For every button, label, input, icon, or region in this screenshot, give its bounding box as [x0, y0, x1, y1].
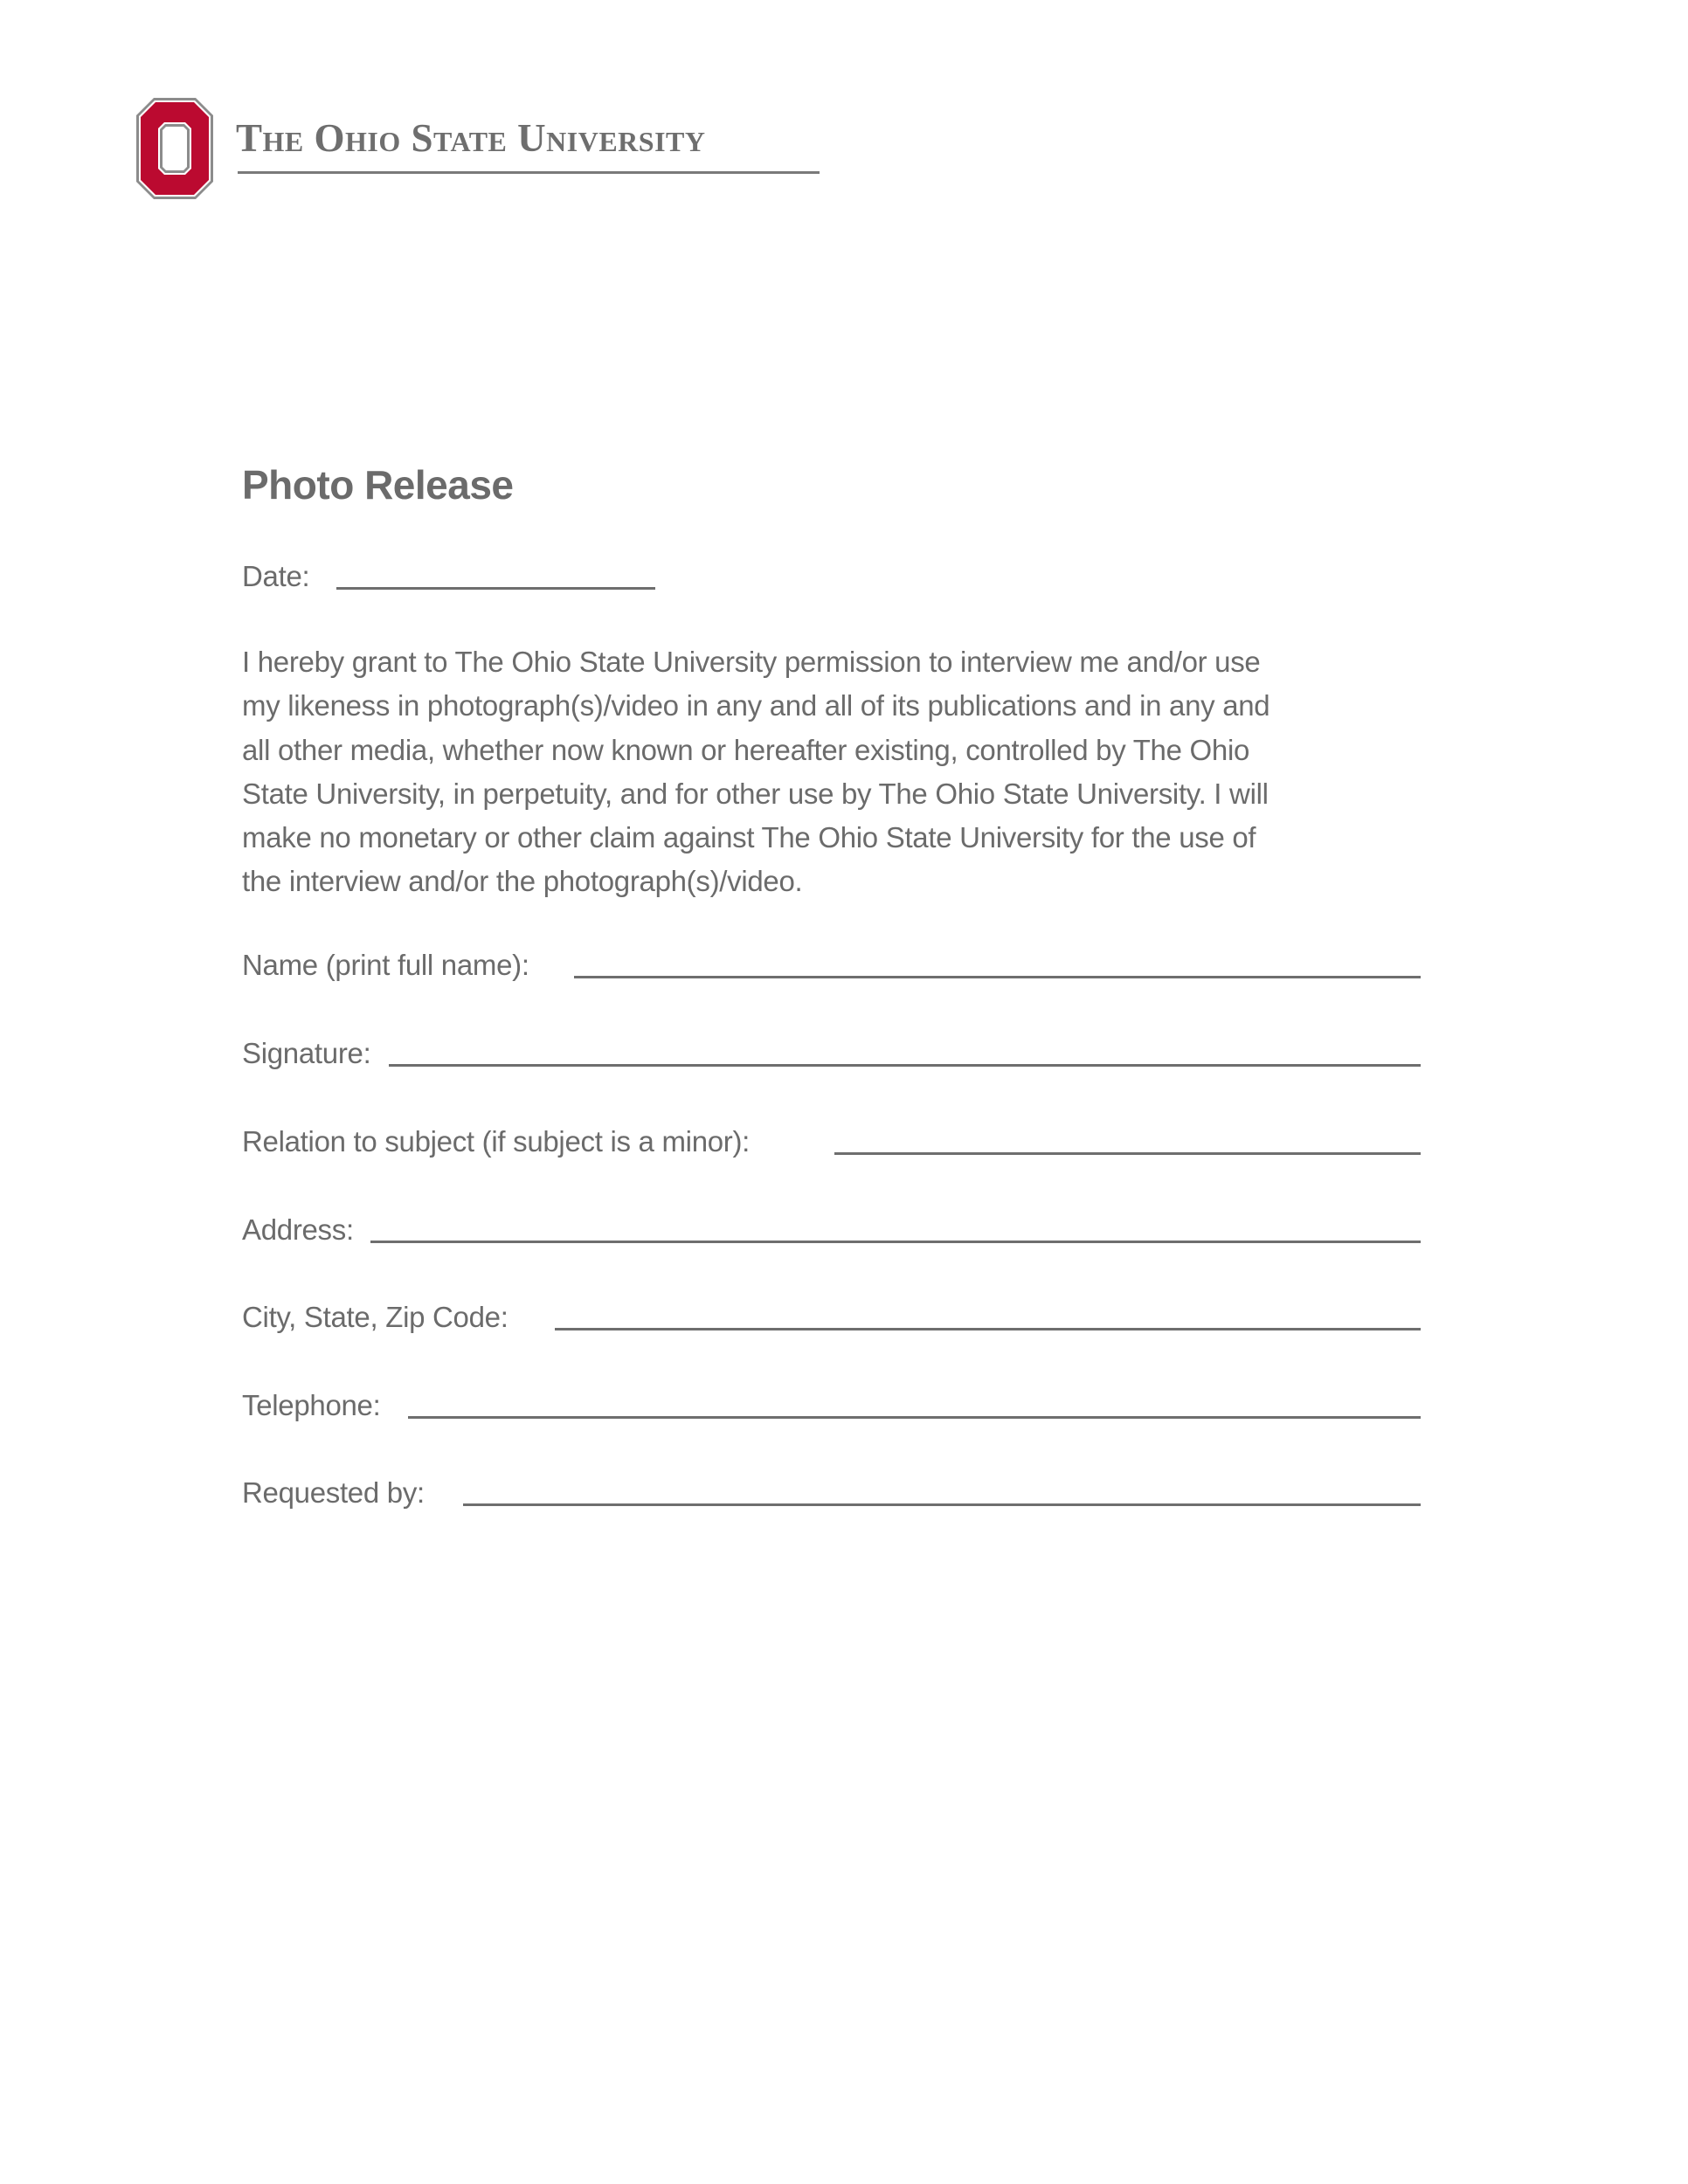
telephone-label: Telephone:: [242, 1389, 381, 1421]
statement-line: make no monetary or other claim against The Ohio State University for the use of: [242, 821, 1256, 854]
signature-field: [242, 1036, 1422, 1071]
telephone-input-line[interactable]: [408, 1416, 1421, 1419]
release-statement: [242, 640, 1448, 904]
date-label: Date:: [242, 560, 310, 592]
requested-by-input-line[interactable]: [463, 1503, 1421, 1506]
city-state-zip-input-line[interactable]: [555, 1328, 1421, 1330]
name-label: Name (print full name):: [242, 949, 529, 981]
relation-input-line[interactable]: [834, 1152, 1421, 1155]
statement-line: all other media, whether now known or hereafter existing, controlled by The Ohio: [242, 733, 1250, 766]
wordmark-divider: [238, 171, 820, 174]
address-field: [242, 1213, 1422, 1248]
address-label: Address:: [242, 1213, 354, 1246]
requested-by-label: Requested by:: [242, 1476, 425, 1509]
relation-label: Relation to subject (if subject is a minor):: [242, 1125, 751, 1158]
statement-line: I hereby grant to The Ohio State University permission to interview me and/or use: [242, 646, 1261, 678]
name-field: [242, 948, 1422, 983]
relation-field: [242, 1124, 1422, 1159]
page-title: Photo Release: [242, 462, 514, 508]
address-input-line[interactable]: [370, 1241, 1421, 1243]
requested-by-field: [242, 1476, 1422, 1510]
statement-line: my likeness in photograph(s)/video in any and all of its publications and in any and: [242, 689, 1270, 722]
city-state-zip-label: City, State, Zip Code:: [242, 1301, 508, 1333]
signature-label: Signature:: [242, 1037, 371, 1069]
date-input-line[interactable]: [336, 587, 655, 590]
telephone-field: [242, 1388, 1422, 1423]
block-o-logo-icon: [136, 98, 213, 199]
name-input-line[interactable]: [574, 976, 1421, 978]
city-state-zip-field: [242, 1300, 1422, 1335]
statement-line: the interview and/or the photograph(s)/video.: [242, 865, 803, 898]
statement-line: State University, in perpetuity, and for other use by The Ohio State University. I will: [242, 777, 1269, 810]
university-wordmark: The Ohio State University: [236, 116, 706, 160]
signature-input-line[interactable]: [389, 1064, 1421, 1067]
date-field: [242, 559, 661, 594]
